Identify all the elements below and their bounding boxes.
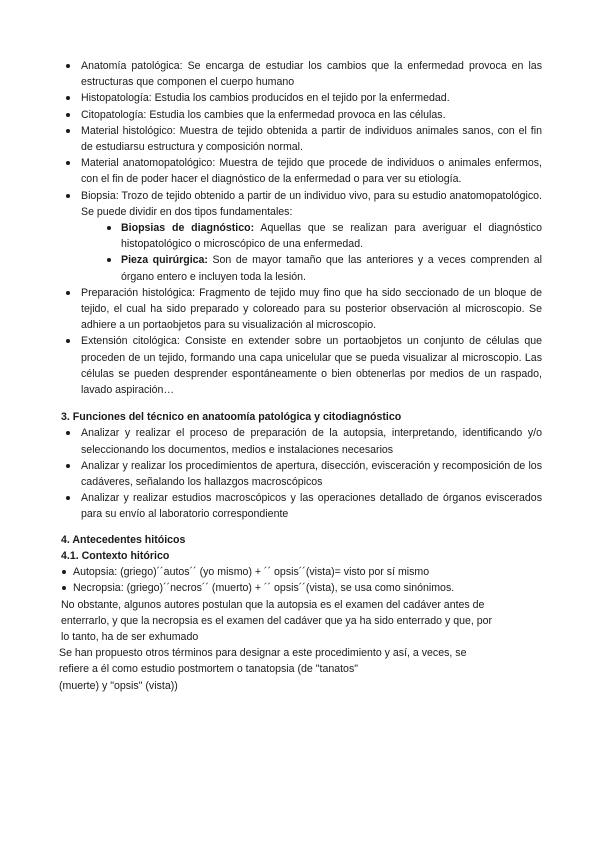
list-item: Analizar y realizar estudios macroscópicos y las operaciones detallado de órganos eviscerados para su envío al laboratorio correspondiente xyxy=(59,490,542,522)
list-item: Analizar y realizar el proceso de preparación de la autopsia, interpretando, identificando y/o seleccionando los documentos, medios e instalaciones necesarios xyxy=(59,425,542,457)
list-item: Histopatología: Estudia los cambios producidos en el tejido por la enfermedad. xyxy=(59,90,542,106)
list-item: Material anatomopatológico: Muestra de tejido que procede de individuos o animales enfermos, con el fin de poder hacer el diagnóstico de la enfermedad o para ver su etiología. xyxy=(59,155,542,187)
section-4-1-heading: 4.1. Contexto hitórico xyxy=(61,549,170,562)
history-list xyxy=(59,564,542,596)
paragraph-line: (muerte) y "opsis" (vista)) xyxy=(59,679,178,692)
paragraph-line: No obstante, algunos autores postulan que la autopsia es el examen del cadáver antes de xyxy=(61,598,485,611)
list-item-biopsia xyxy=(59,188,542,285)
list-item: Analizar y realizar los procedimientos de apertura, disección, evisceración y recomposición de los cadáveres, señalando los hallazgos macroscópicos xyxy=(59,458,542,490)
list-item: Necropsia: (griego)´´necros´´ (muerto) + ´´ opsis´´(vista), se usa como sinónimos. xyxy=(59,580,542,596)
term-text: Aquellas que se realizan para averiguar el diagnóstico histopatológico o microscópico de una enfermedad. xyxy=(121,222,542,251)
list-item: Anatomía patológica: Se encarga de estudiar los cambios que la enfermedad provoca en las estructuras que componen el cuerpo humano xyxy=(59,58,542,90)
list-item: Citopatología: Estudia los cambies que la enfermedad provoca en las células. xyxy=(59,107,542,123)
list-item: Autopsia: (griego)´´autos´´ (yo mismo) + ´´ opsis´´(vista)= visto por sí mismo xyxy=(59,564,542,580)
list-item: Preparación histológica: Fragmento de tejido muy fino que ha sido seccionado de un bloque de tejido, el cual ha sido preparado y coloreado para su posterior observación al microscopio. Se adhiere a un portaobjetos para su visualización al microscopio. xyxy=(59,285,542,334)
term-label: Pieza quirúrgica: xyxy=(121,254,208,267)
paragraph-autopsia-necropsia xyxy=(59,597,542,646)
biopsia-types-list xyxy=(103,220,542,285)
paragraph-line: refiere a él como estudio postmortem o tanatopsia (de "tanatos" xyxy=(59,663,359,676)
term-label: Biopsias de diagnóstico: xyxy=(121,222,255,235)
paragraph-line: lo tanto, ha de ser exhumado xyxy=(61,630,199,643)
list-item xyxy=(103,252,542,284)
list-item: Extensión citológica: Consiste en extender sobre un portaobjetos un conjunto de células que proceden de un tejido, formando una capa unicelular que se pueda visualizar al microscopio. Las células se pueden desprender espontáneamente o bien obtenerlas por medios de un raspado, lavado aspiración… xyxy=(59,333,542,398)
section-3-list xyxy=(59,425,542,522)
paragraph-line: enterrarlo, y que la necropsia es el examen del cadáver que ya ha sido enterrado y que, por xyxy=(61,614,493,627)
list-item: Material histológico: Muestra de tejido obtenida a partir de individuos animales sanos, con el fin de estudiarsu estructura y composición normal. xyxy=(59,123,542,155)
list-item xyxy=(103,220,542,252)
term-text: Son de mayor tamaño que las anteriores y a veces comprenden al órgano entero e incluyen toda la lesión. xyxy=(121,254,542,283)
paragraph-line: Se han propuesto otros términos para designar a este procedimiento y así, a veces, se xyxy=(59,647,467,660)
document-content xyxy=(59,58,542,694)
section-3-heading: 3. Funciones del técnico en anatoomía patológica y citodiagnóstico xyxy=(61,411,402,424)
definitions-list xyxy=(59,58,542,398)
biopsia-text: Biopsia: Trozo de tejido obtenido a partir de un individuo vivo, para su estudio anatomopatológico. Se puede dividir en dos tipos fundamentales: xyxy=(81,189,542,218)
paragraph-tanatopsia xyxy=(59,645,542,694)
section-4-heading: 4. Antecedentes hitóicos xyxy=(61,533,186,546)
